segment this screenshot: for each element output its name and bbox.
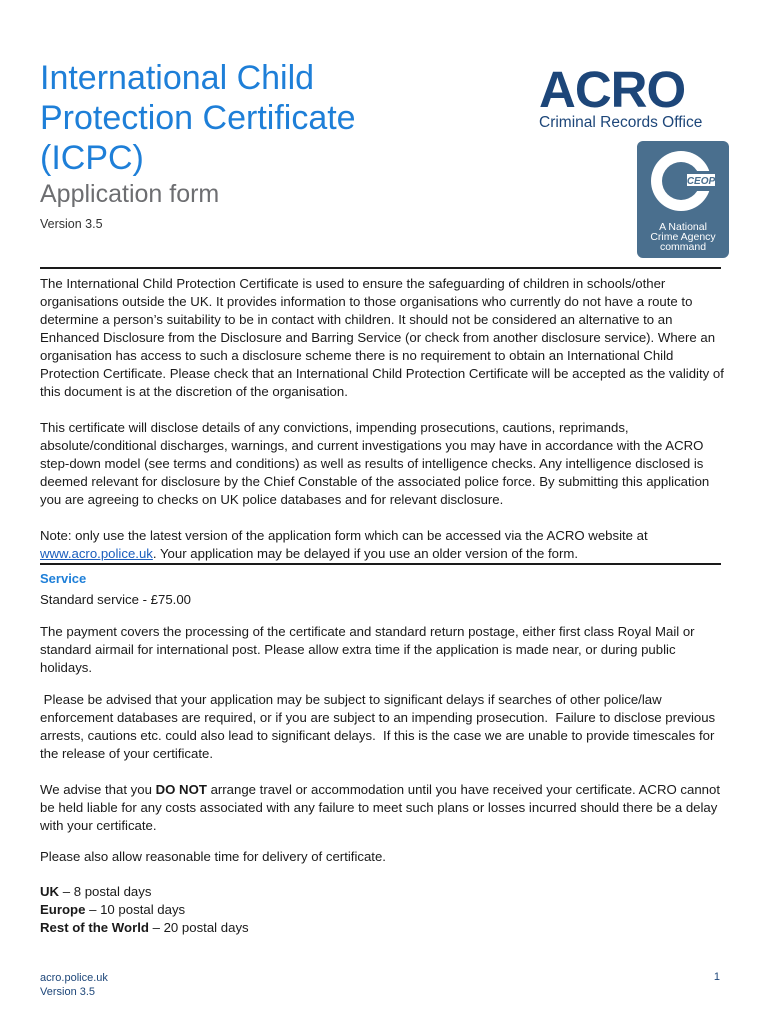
ceop-badge [637, 141, 729, 258]
service-divider [40, 563, 721, 565]
page-number: 1 [713, 971, 720, 983]
intro-paragraph-1: The International Child Protection Certificate is used to ensure the safeguarding of children in schools/other organisations outside the UK. It provides information to those organisations who currently do not have a route to determine a person’s suitability to be in contact with children. It should not be considered an alternative to an Enhanced Disclosure from the Disclosure and Barring Service (or check from another disclosure service). Where an organisation has access to such a disclosure scheme there is no requirement to obtain an International Child Protection Certificate. Please check that an International Child Protection Certificate will be accepted as the validity of this document is at the discretion of the organisation. [40, 276, 724, 399]
delivery-region: UK [40, 884, 60, 899]
ceop-caption-line-1: A National [659, 221, 707, 233]
footer-version: Version 3.5 [40, 986, 96, 998]
service-paragraph-3 [40, 781, 728, 835]
delivery-region: Rest of the World [40, 920, 149, 935]
version-note-suffix: . Your application may be delayed if you use an older version of the form. [152, 546, 579, 561]
travel-advice-emphasis: DO NOT [155, 782, 207, 797]
title-line-2: Protection Certificate [40, 99, 356, 137]
document-subtitle: Application form [40, 180, 220, 208]
intro-section [40, 275, 728, 563]
header-divider [40, 267, 721, 269]
intro-paragraph-2: This certificate will disclose details of any convictions, impending prosecutions, cautions, reprimands, absolute/conditional discharges, warnings, and current investigations you may have in accordance with the ACRO step-down model (see terms and conditions) as well as results of intelligence checks. Any intelligence disclosed is deemed relevant for disclosure by the Chief Constable of the associated police force. By submitting this application you are agreeing to checks on UK police databases and for relevant disclosure. [40, 420, 710, 507]
delivery-item-europe [40, 901, 728, 919]
delivery-time: – 8 postal days [59, 884, 152, 899]
document-title [40, 58, 480, 178]
service-section [40, 591, 728, 937]
service-paragraph-4: Please also allow reasonable time for delivery of certificate. [40, 849, 386, 864]
ceop-caption-line-2: Crime Agency [650, 231, 716, 243]
title-line-3: (ICPC) [40, 139, 144, 177]
ceop-emblem-icon [637, 141, 729, 221]
ceop-caption [637, 222, 729, 252]
footer-site: acro.police.uk [40, 972, 108, 984]
ceop-caption-line-3: command [659, 241, 707, 253]
delivery-time: – 20 postal days [148, 920, 249, 935]
version-label: Version 3.5 [40, 217, 103, 231]
service-price: Standard service - £75.00 [40, 592, 192, 607]
acro-logo: ACRO [539, 61, 686, 118]
delivery-item-rest-of-world [40, 919, 728, 937]
ceop-mark-text: CEOP [686, 176, 716, 187]
travel-advice-text: We advise that you [40, 782, 152, 797]
version-note-text: Note: only use the latest version of the application form which can be accessed via the ACRO website at [40, 528, 648, 543]
delivery-region: Europe [40, 902, 86, 917]
title-line-1: International Child [40, 59, 315, 97]
delivery-times-list [40, 883, 728, 937]
acro-website-link[interactable]: www.acro.police.uk [40, 546, 153, 561]
travel-advice-continuation: arrange travel or accommodation until you have received your certificate. ACRO cannot be held liable for any costs associated with any failure to meet such plans or losses incurred should there be a delay with your certificate. [40, 782, 720, 833]
delivery-time: – 10 postal days [85, 902, 186, 917]
service-paragraph-1: The payment covers the processing of the certificate and standard return postage, either first class Royal Mail or standard airmail for international post. Please allow extra time if the application is made near, or during public holidays. [40, 624, 695, 675]
version-note [40, 527, 728, 563]
service-paragraph-2: Please be advised that your application may be subject to significant delays if searches of other police/law enforcement databases are required, or if you are subject to an impending prosecution. Failure to disclose previous arrests, cautions etc. could also lead to significant delays. If this is the case we are unable to provide timescales for the release of your certificate. [40, 692, 719, 761]
acro-logo-subtitle: Criminal Records Office [539, 114, 703, 131]
delivery-item-uk [40, 883, 728, 901]
footer-left [40, 971, 108, 999]
service-heading: Service [40, 571, 87, 586]
